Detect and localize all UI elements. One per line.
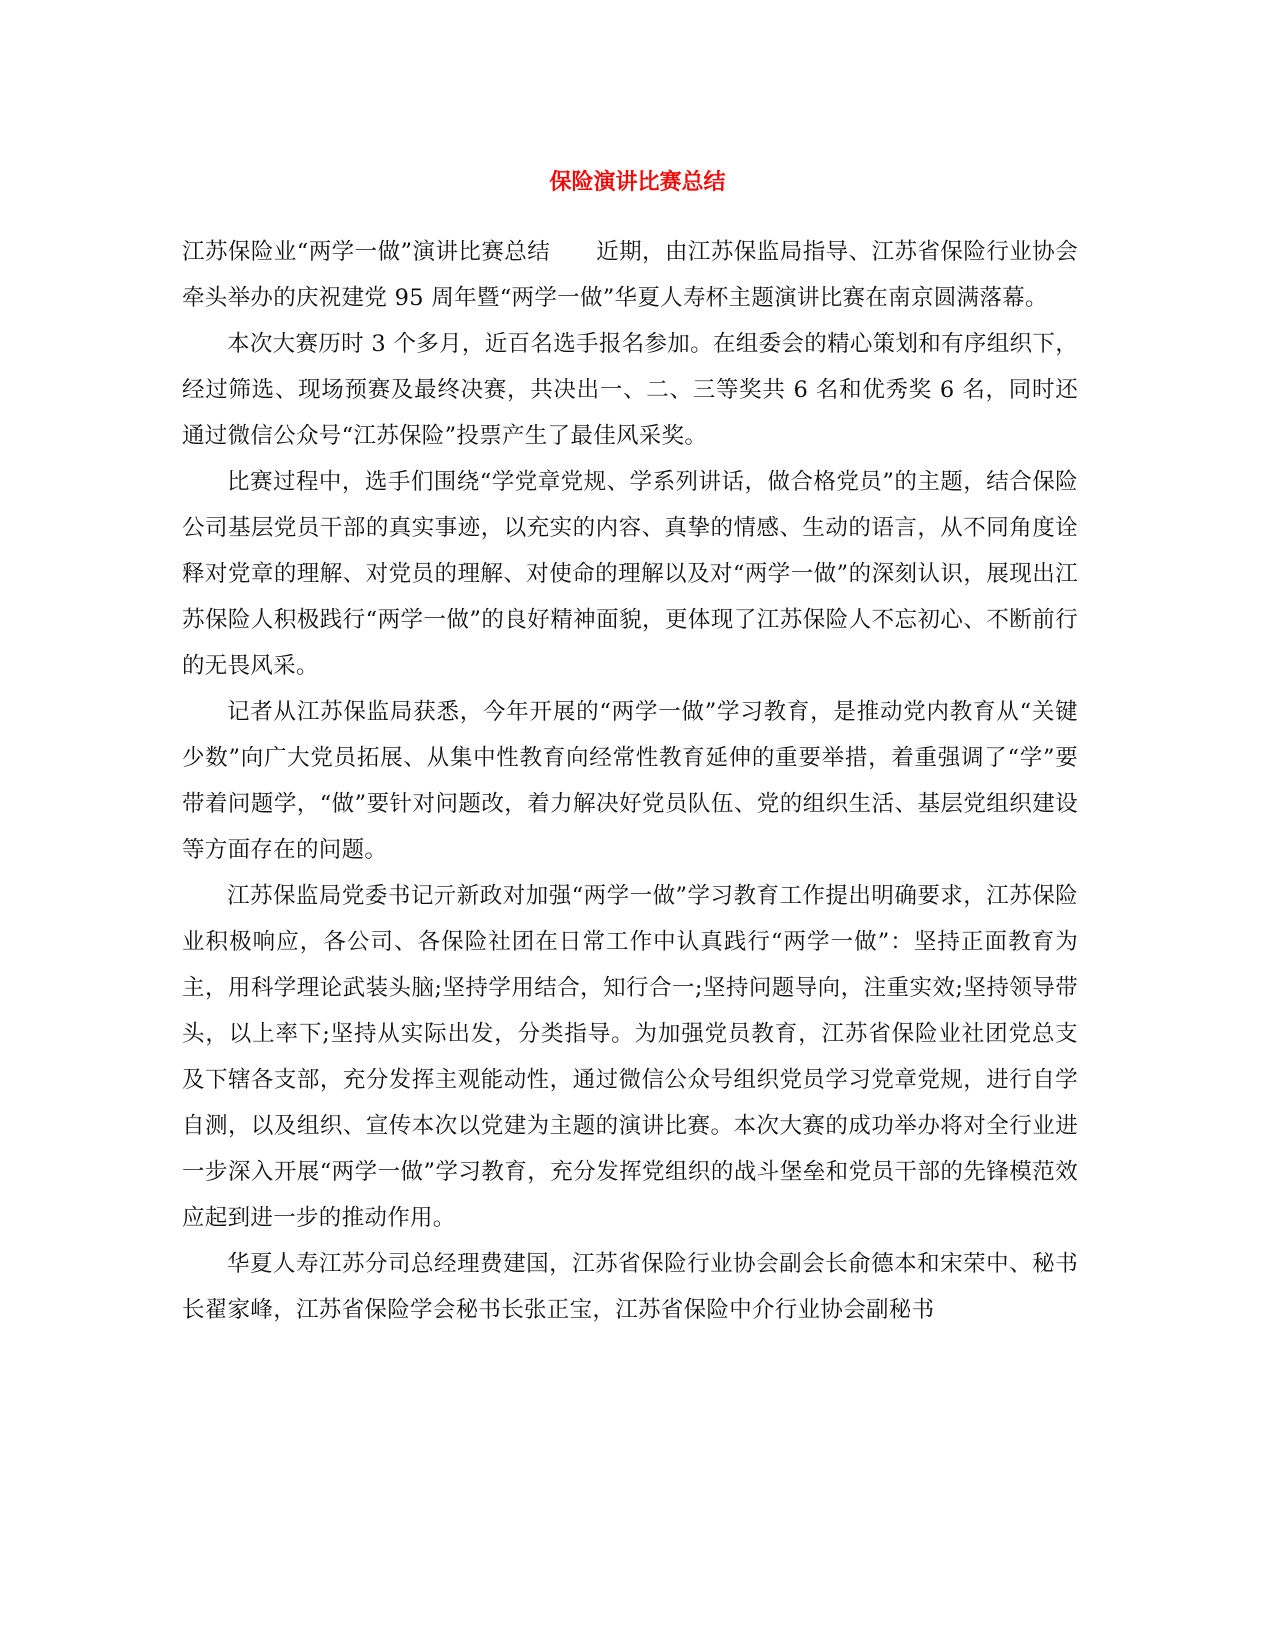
paragraph-requirements: 江苏保监局党委书记亓新政对加强“两学一做”学习教育工作提出明确要求，江苏保险业积极响应，各公司、各保险社团在日常工作中认真践行“两学一做”：坚持正面教育为主，用科学理论武装头脑;坚持学用结合，知行合一;坚持问题导向，注重实效;坚持领导带头，以上率下;坚持从实际出发，分类指导。为加强党员教育，江苏省保险业社团党总支及下辖各支部，充分发挥主观能动性，通过微信公众号组织党员学习党章党规，进行自学自测，以及组织、宣传本次以党建为主题的演讲比赛。本次大赛的成功举办将对全行业进一步深入开展“两学一做”学习教育，充分发挥党组织的战斗堡垒和党员干部的先锋模范效应起到进一步的推动作用。	[182, 883, 1078, 1231]
paragraph-attendees: 华夏人寿江苏分司总经理费建国，江苏省保险行业协会副会长俞德本和宋荣中、秘书长翟家峰，江苏省保险学会秘书长张正宝，江苏省保险中介行业协会副秘书	[182, 1251, 1078, 1323]
paragraph-competition-overview: 本次大赛历时 3 个多月，近百名选手报名参加。在组委会的精心策划和有序组织下，经过筛选、现场预赛及最终决赛，共决出一、二、三等奖共 6 名和优秀奖 6 名，同时还通过微信公众号“江苏保险”投票产生了最佳风采奖。	[182, 331, 1078, 449]
paragraph-intro: 江苏保险业“两学一做”演讲比赛总结 近期，由江苏保监局指导、江苏省保险行业协会牵头举办的庆祝建党 95 周年暨“两学一做”华夏人寿杯主题演讲比赛在南京圆满落幕。	[182, 239, 1078, 311]
document-body	[182, 229, 1078, 1333]
paragraph-education-background: 记者从江苏保监局获悉，今年开展的“两学一做”学习教育，是推动党内教育从“关键少数”向广大党员拓展、从集中性教育向经常性教育延伸的重要举措，着重强调了“学”要带着问题学，“做”要针对问题改，着力解决好党员队伍、党的组织生活、基层党组织建设等方面存在的问题。	[182, 699, 1078, 863]
document-title: 保险演讲比赛总结	[549, 169, 726, 195]
paragraph-competition-process: 比赛过程中，选手们围绕“学党章党规、学系列讲话，做合格党员”的主题，结合保险公司基层党员干部的真实事迹，以充实的内容、真挚的情感、生动的语言，从不同角度诠释对党章的理解、对党员的理解、对使命的理解以及对“两学一做”的深刻认识，展现出江苏保险人积极践行“两学一做”的良好精神面貌，更体现了江苏保险人不忘初心、不断前行的无畏风采。	[182, 469, 1078, 679]
